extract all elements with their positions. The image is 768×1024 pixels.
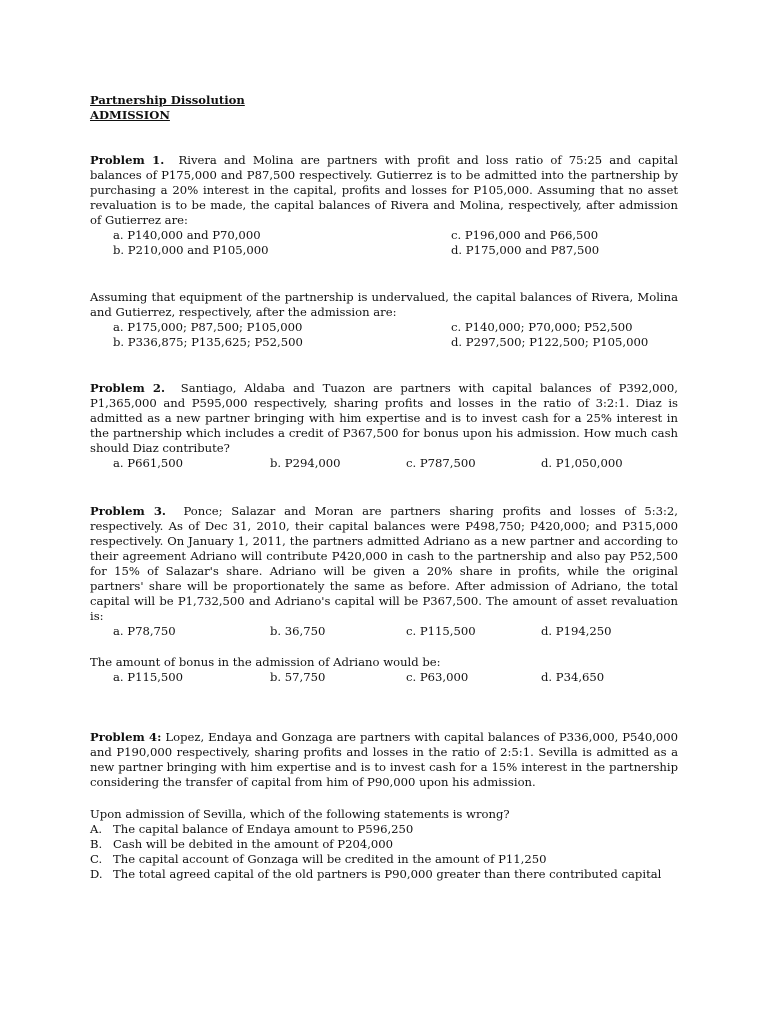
problem-2-option-a[interactable]: a. P661,500 [113, 456, 184, 470]
problem-4-label: Problem 4: [90, 730, 162, 744]
problem-3-q2-option-a[interactable]: a. P115,500 [113, 670, 184, 684]
problem-1-options2-row-1 [90, 320, 678, 335]
problem-3 [90, 504, 678, 639]
problem-1-option-d[interactable]: d. P175,000 and P87,500 [451, 243, 600, 257]
problem-1-q2-option-b[interactable]: b. P336,875; P135,625; P52,500 [113, 335, 303, 349]
option-letter: C. [90, 852, 103, 866]
problem-1-part-2 [90, 290, 678, 350]
problem-1-body: Rivera and Molina are partners with profit and loss ratio of 75:25 and capital balances of P175,000 and P87,500 respectively. Gutierrez is to be admitted into the partnership by purchasing a 20% interest in the capital, profits and losses for P105,000. Assuming that no asset revaluation is to be made, the capital balances of Rivera and Molina, respectively, after admission of Gutierrez are: [90, 153, 678, 227]
problem-4-question: Upon admission of Sevilla, which of the following statements is wrong? [90, 807, 510, 821]
problem-3-option-a[interactable]: a. P78,750 [113, 624, 176, 638]
problem-1-options2-row-2 [90, 335, 678, 350]
problem-3-options-row [90, 624, 678, 639]
option-letter: A. [90, 822, 103, 836]
problem-3-option-b[interactable]: b. 36,750 [270, 624, 326, 638]
document-subtitle: ADMISSION [90, 108, 170, 122]
problem-3-q2-option-b[interactable]: b. 57,750 [270, 670, 326, 684]
option-letter: D. [90, 867, 103, 881]
problem-3-q2-option-d[interactable]: d. P34,650 [541, 670, 605, 684]
problem-4-option-c[interactable] [90, 852, 678, 867]
problem-2-options-row [90, 456, 678, 471]
problem-2-option-b[interactable]: b. P294,000 [270, 456, 341, 470]
problem-1-option-b[interactable]: b. P210,000 and P105,000 [113, 243, 269, 257]
problem-2-text [90, 381, 678, 456]
option-text: The capital account of Gonzaga will be credited in the amount of P11,250 [113, 852, 547, 866]
problem-1-question-2: Assuming that equipment of the partnership is undervalued, the capital balances of Rivera, Molina and Gutierrez, respectively, after the admission are: [90, 290, 678, 319]
problem-3-text [90, 504, 678, 624]
problem-3-option-d[interactable]: d. P194,250 [541, 624, 612, 638]
option-letter: B. [90, 837, 103, 851]
problem-2-label: Problem 2. [90, 381, 166, 395]
problem-1-q2-option-d[interactable]: d. P297,500; P122,500; P105,000 [451, 335, 649, 349]
problem-1-q2-option-a[interactable]: a. P175,000; P87,500; P105,000 [113, 320, 303, 334]
problem-1-q2-option-c[interactable]: c. P140,000; P70,000; P52,500 [451, 320, 633, 334]
document-title: Partnership Dissolution [90, 93, 245, 107]
problem-3-q2-option-c[interactable]: c. P63,000 [406, 670, 469, 684]
problem-3-part-2 [90, 655, 678, 685]
problem-3-question-2: The amount of bonus in the admission of Adriano would be: [90, 655, 441, 669]
problem-2-body: Santiago, Aldaba and Tuazon are partners with capital balances of P392,000, P1,365,000 and P595,000 respectively, sharing profits and losses in the ratio of 3:2:1. Diaz is admitted as a new partner bringing with him expertise and is to invest cash for a 25% interest in the partnership which includes a credit of P367,500 for bonus upon his admission. How much cash should Diaz contribute? [90, 381, 678, 455]
problem-2 [90, 381, 678, 471]
problem-1-label: Problem 1. [90, 153, 165, 167]
document-header [90, 93, 678, 123]
problem-1-option-c[interactable]: c. P196,000 and P66,500 [451, 228, 599, 242]
problem-1-options-row-2 [90, 243, 678, 258]
problem-4-part-2 [90, 807, 678, 882]
option-text: The total agreed capital of the old partners is P90,000 greater than there contributed capital [113, 867, 662, 881]
problem-3-options2-row [90, 670, 678, 685]
problem-4 [90, 730, 678, 790]
problem-1 [90, 153, 678, 258]
problem-1-text [90, 153, 678, 228]
option-text: Cash will be debited in the amount of P204,000 [113, 837, 394, 851]
problem-1-options-row-1 [90, 228, 678, 243]
problem-4-option-d[interactable] [90, 867, 678, 882]
problem-2-option-d[interactable]: d. P1,050,000 [541, 456, 623, 470]
problem-4-text [90, 730, 678, 790]
option-text: The capital balance of Endaya amount to P596,250 [113, 822, 414, 836]
problem-4-body: Lopez, Endaya and Gonzaga are partners with capital balances of P336,000, P540,000 and P190,000 respectively, sharing profits and losses in the ratio of 2:5:1. Sevilla is admitted as a new partner bringing with him expertise and is to invest cash for a 15% interest in the partnership considering the transfer of capital from him of P90,000 upon his admission. [90, 730, 679, 789]
problem-4-option-b[interactable] [90, 837, 678, 852]
problem-3-option-c[interactable]: c. P115,500 [406, 624, 476, 638]
problem-2-option-c[interactable]: c. P787,500 [406, 456, 476, 470]
problem-4-option-a[interactable] [90, 822, 678, 837]
problem-3-body: Ponce; Salazar and Moran are partners sharing profits and losses of 5:3:2, respectively. As of Dec 31, 2010, their capital balances were P498,750; P420,000; and P315,000 respectively. On January 1, 2011, the partners admitted Adriano as a new partner and according to their agreement Adriano will contribute P420,000 in cash to the partnership and also pay P52,500 for 15% of Salazar's share. Adriano will be given a 20% share in profits, while the original partners' share will be proportionately the same as before. After admission of Adriano, the total capital will be P1,732,500 and Adriano's capital will be P367,500. The amount of asset revaluation is: [90, 504, 678, 623]
problem-3-label: Problem 3. [90, 504, 166, 518]
problem-1-option-a[interactable]: a. P140,000 and P70,000 [113, 228, 261, 242]
